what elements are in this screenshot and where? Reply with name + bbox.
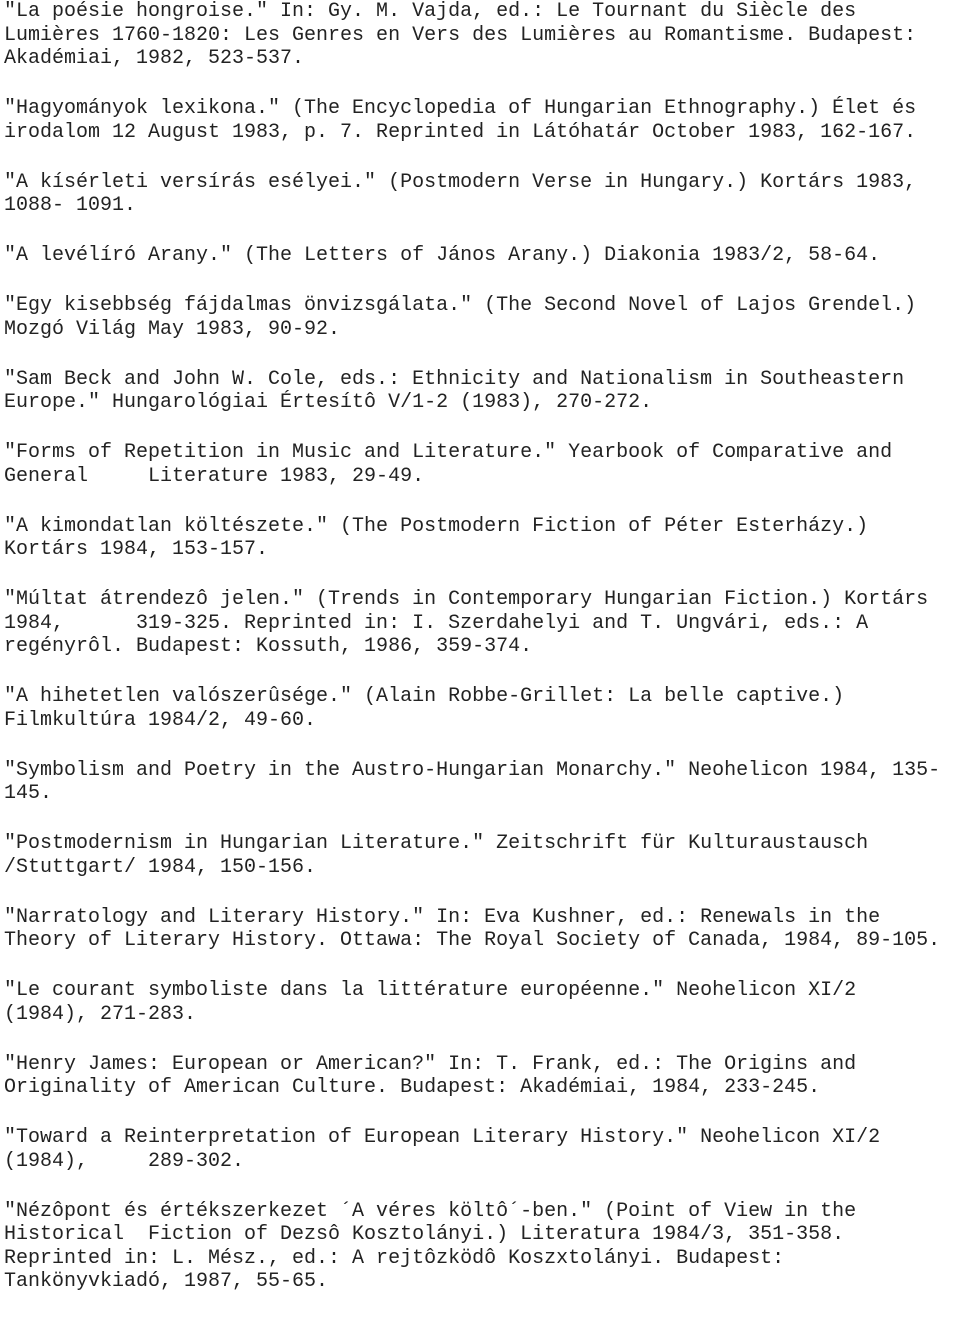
entry-text-line: Kortárs 1984, 153-157. xyxy=(4,538,269,561)
entry-text-line: "Symbolism and Poetry in the Austro-Hungarian Monarchy." Neohelicon 1984, 135- xyxy=(4,758,941,782)
bibliography-entry xyxy=(4,1126,960,1173)
entry-text-line: "La poésie hongroise." In: Gy. M. Vajda, ed.: Le Tournant du Siècle des xyxy=(4,0,857,23)
bibliography-entry xyxy=(4,832,960,879)
entry-text-line: Originality of American Culture. Budapest: Akadémiai, 1984, 233-245. xyxy=(4,1076,821,1099)
entry-text-line: Lumières 1760-1820: Les Genres en Vers des Lumières au Romantisme. Budapest: xyxy=(4,23,917,47)
bibliography-entry xyxy=(4,1200,960,1294)
entry-text-line: Tankönyvkiadó, 1987, 55-65. xyxy=(4,1270,329,1293)
entry-text-line: "Le courant symboliste dans la littérature européenne." Neohelicon XI/2 xyxy=(4,979,857,1002)
entry-text-line: Reprinted in: L. Mész., ed.: A rejtôzködô Koszxtolányi. Budapest: xyxy=(4,1246,785,1270)
entry-text-line: regényrôl. Budapest: Kossuth, 1986, 359-374. xyxy=(4,635,533,658)
bibliography-entry xyxy=(4,441,960,488)
bibliography-entry xyxy=(4,759,960,806)
entry-text-line: Filmkultúra 1984/2, 49-60. xyxy=(4,708,317,732)
entry-text-line: 1088- 1091. xyxy=(4,194,137,217)
entry-text-line: "Egy kisebbség fájdalmas önvizsgálata." (The Second Novel of Lajos Grendel.) xyxy=(4,294,917,317)
entry-text-line: Akadémiai, 1982, 523-537. xyxy=(4,47,305,70)
entry-text-line: "Toward a Reinterpretation of European Literary History." Neohelicon XI/2 xyxy=(4,1126,881,1149)
entry-text-line: General Literature 1983, 29-49. xyxy=(4,464,425,488)
bibliography-entry xyxy=(4,588,960,659)
entry-text-line: "A hihetetlen valószerûsége." (Alain Robbe-Grillet: La belle captive.) xyxy=(4,685,845,708)
entry-text-line: "Nézôpont és értékszerkezet ´A véres költô´-ben." (Point of View in the xyxy=(4,1199,857,1223)
entry-text-line: "A kísérleti versírás esélyei." (Postmodern Verse in Hungary.) Kortárs 1983, xyxy=(4,170,917,194)
bibliography-entry xyxy=(4,979,960,1026)
entry-text-line: /Stuttgart/ 1984, 150-156. xyxy=(4,855,317,879)
entry-text-line: Historical Fiction of Dezsô Kosztolányi.) Literatura 1984/3, 351-358. xyxy=(4,1223,845,1246)
entry-text-line: "Sam Beck and John W. Cole, eds.: Ethnicity and Nationalism in Southeastern xyxy=(4,367,905,391)
entry-text-line: (1984), 271-283. xyxy=(4,1002,197,1026)
entry-text-line: "Forms of Repetition in Music and Literature." Yearbook of Comparative and xyxy=(4,441,893,464)
bibliography-entry xyxy=(4,685,960,732)
entry-text-line: (1984), 289-302. xyxy=(4,1149,245,1173)
bibliography-entry xyxy=(4,515,960,562)
entry-text-line: "Múltat átrendezô jelen." (Trends in Contemporary Hungarian Fiction.) Kortárs xyxy=(4,588,929,611)
entry-text-line: "Henry James: European or American?" In: T. Frank, ed.: The Origins and xyxy=(4,1052,857,1076)
bibliography-entry xyxy=(4,906,960,953)
bibliography-entry xyxy=(4,244,960,268)
entry-text-line: "A levélíró Arany." (The Letters of János Arany.) Diakonia 1983/2, 58-64. xyxy=(4,244,881,267)
entry-text-line: "Hagyományok lexikona." (The Encyclopedia of Hungarian Ethnography.) Élet és xyxy=(4,97,917,120)
bibliography-entry xyxy=(4,368,960,415)
bibliography-entry xyxy=(4,0,960,71)
entry-text-line: "A kimondatlan költészete." (The Postmodern Fiction of Péter Esterházy.) xyxy=(4,514,869,538)
entry-text-line: "Postmodernism in Hungarian Literature." Zeitschrift für Kulturaustausch xyxy=(4,832,869,855)
bibliography-entry xyxy=(4,1053,960,1100)
bibliography-entry xyxy=(4,294,960,341)
entry-text-line: "Narratology and Literary History." In: Eva Kushner, ed.: Renewals in the xyxy=(4,905,881,929)
entry-text-line: Europe." Hungarológiai Értesítô V/1-2 (1983), 270-272. xyxy=(4,391,653,414)
entry-text-line: Mozgó Világ May 1983, 90-92. xyxy=(4,317,341,341)
bibliography-document xyxy=(4,0,960,1320)
entry-text-line: irodalom 12 August 1983, p. 7. Reprinted in Látóhatár October 1983, 162-167. xyxy=(4,120,917,144)
bibliography-entry xyxy=(4,171,960,218)
entry-text-line: Theory of Literary History. Ottawa: The Royal Society of Canada, 1984, 89-105. xyxy=(4,929,941,952)
entry-text-line: 145. xyxy=(4,782,53,805)
entry-text-line: 1984, 319-325. Reprinted in: I. Szerdahelyi and T. Ungvári, eds.: A xyxy=(4,611,869,635)
bibliography-entry xyxy=(4,97,960,144)
